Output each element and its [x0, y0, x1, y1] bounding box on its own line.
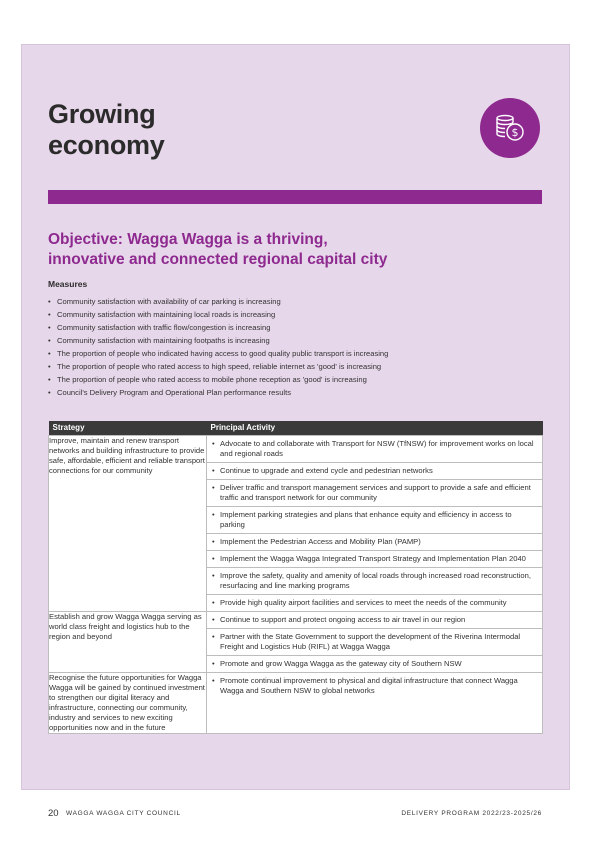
coins-money-icon: [480, 98, 540, 158]
activity-item: • Implement the Pedestrian Access and Mobility Plan (PAMP): [207, 534, 542, 551]
objective-heading: [48, 230, 518, 270]
council-name: WAGGA WAGGA CITY COUNCIL: [66, 810, 181, 817]
table-row: [49, 612, 543, 673]
activity-item: • Continue to upgrade and extend cycle and pedestrian networks: [207, 463, 542, 480]
program-title: DELIVERY PROGRAM 2022/23-2025/26: [401, 810, 542, 817]
page-number: 20: [48, 808, 59, 819]
measure-item: • The proportion of people who indicated having access to good quality public transport is increasing: [48, 347, 538, 360]
accent-bar: [48, 190, 542, 204]
activity-cell: [207, 612, 543, 673]
page-title-line-2: economy: [48, 130, 165, 160]
activity-item: • Implement the Wagga Wagga Integrated Transport Strategy and Implementation Plan 2040: [207, 551, 542, 568]
activity-item: • Continue to support and protect ongoing access to air travel in our region: [207, 612, 542, 629]
activity-item: • Promote continual improvement to physical and digital infrastructure that connect Wagga Wagga and Southern NSW to global networks: [207, 673, 542, 699]
table-header-row: [49, 421, 543, 436]
svg-text:$: $: [511, 126, 519, 139]
measures-list: [48, 295, 538, 399]
measures-heading: Measures: [48, 279, 88, 289]
activity-cell: [207, 436, 543, 612]
activity-item: • Improve the safety, quality and amenity of local roads through increased road reconstruction, resurfacing and line marking programs: [207, 568, 542, 595]
activity-item: • Provide high quality airport facilities and services to meet the needs of the community: [207, 595, 542, 611]
measure-item: • Community satisfaction with maintaining local roads is increasing: [48, 308, 538, 321]
objective-line-1: Objective: Wagga Wagga is a thriving,: [48, 231, 328, 248]
measure-item: • The proportion of people who rated access to high speed, reliable internet as 'good' is increasing: [48, 360, 538, 373]
activity-item: • Advocate to and collaborate with Transport for NSW (TfNSW) for improvement works on local and regional roads: [207, 436, 542, 463]
page-title: [48, 99, 164, 161]
table-row: [49, 436, 543, 612]
activity-item: • Implement parking strategies and plans that enhance equity and efficiency in access to parking: [207, 507, 542, 534]
measure-item: • Community satisfaction with availability of car parking is increasing: [48, 295, 538, 308]
page-title-line-1: Growing: [48, 99, 156, 129]
strategy-cell: Establish and grow Wagga Wagga serving as world class freight and logistics hub to the region and beyond: [49, 612, 207, 673]
measure-item: • Council's Delivery Program and Operational Plan performance results: [48, 386, 538, 399]
activity-column-header: Principal Activity: [207, 421, 543, 436]
measure-item: • Community satisfaction with traffic flow/congestion is increasing: [48, 321, 538, 334]
activity-cell: [207, 673, 543, 734]
measure-item: • Community satisfaction with maintaining footpaths is increasing: [48, 334, 538, 347]
objective-line-2: innovative and connected regional capital city: [48, 251, 388, 268]
activity-item: • Deliver traffic and transport management services and support to provide a safe and efficient traffic and transport network for our community: [207, 480, 542, 507]
table-row: [49, 673, 543, 734]
page-footer: [48, 808, 542, 822]
strategy-cell: Recognise the future opportunities for Wagga Wagga will be gained by continued investment to strengthen our digital literacy and infrastructure, connecting our community, industry and services to new exciting opportunities now and in the future: [49, 673, 205, 732]
activity-item: • Partner with the State Government to support the development of the Riverina Intermodal Freight and Logistics Hub (RIFL) at Wagga Wagga: [207, 629, 542, 656]
measure-item: • The proportion of people who rated access to mobile phone reception as 'good' is increasing: [48, 373, 538, 386]
strategy-table: [48, 421, 543, 734]
strategy-column-header: Strategy: [49, 421, 207, 436]
strategy-cell: Improve, maintain and renew transport networks and building infrastructure to provide safe, affordable, efficient and reliable transport connections for our community: [49, 436, 207, 612]
activity-item: • Promote and grow Wagga Wagga as the gateway city of Southern NSW: [207, 656, 542, 672]
